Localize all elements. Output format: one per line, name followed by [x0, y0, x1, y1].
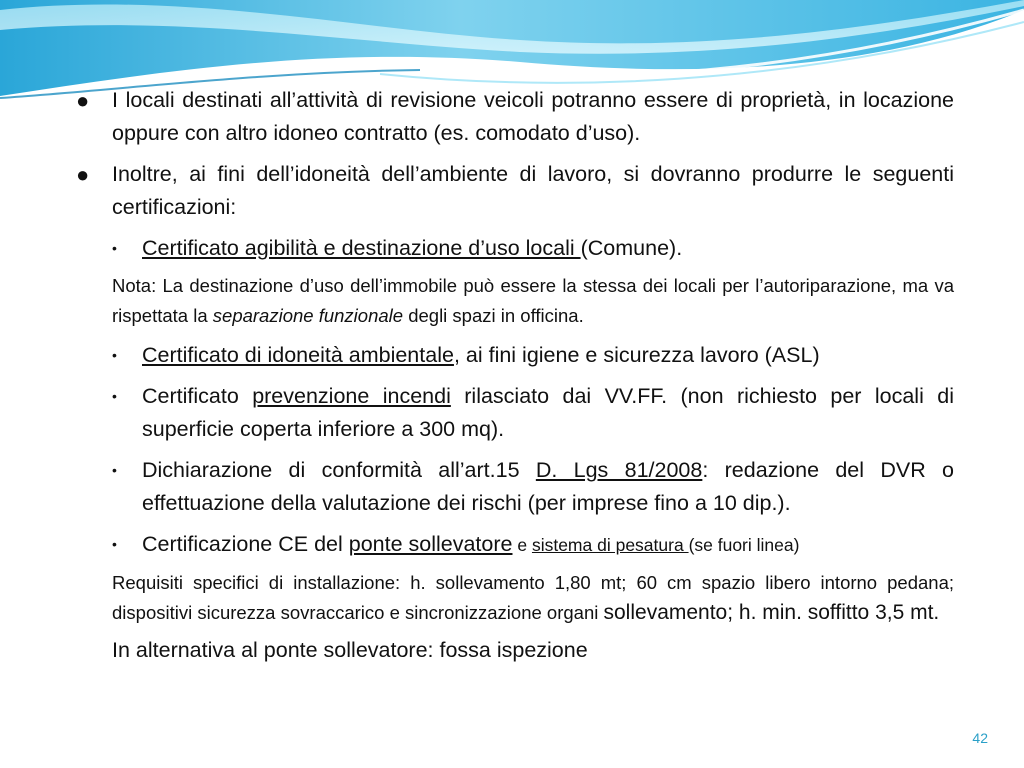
- bullet-text: I locali destinati all’attività di revisione veicoli potranno essere di proprietà, in locazione oppure con altro idoneo contratto (es. comodato d’uso).: [112, 88, 954, 145]
- slide-body: [68, 84, 954, 667]
- underlined-text: Certificato di idoneità ambientale: [142, 343, 454, 367]
- sub-bullet-dot-icon: •: [112, 536, 117, 552]
- note-text: Requisiti specifici di installazione: h. sollevamento 1,80 mt; 60 cm spazio libero intorno pedana; dispositivi sicurezza sovraccarico e sincronizzazione organi: [112, 572, 954, 623]
- sub-bullet-dot-icon: •: [112, 347, 117, 363]
- item-text: Dichiarazione di conformità all’art.15: [142, 458, 536, 482]
- bullet-paragraph: [68, 84, 954, 150]
- note-emphasis: separazione funzionale: [212, 305, 404, 326]
- item-text: , ai fini igiene e sicurezza lavoro (ASL): [453, 343, 820, 367]
- item-text: e: [512, 535, 532, 555]
- sub-bullet-item: [68, 380, 954, 446]
- requirements-note: [68, 568, 954, 628]
- underlined-text: D. Lgs 81/2008: [535, 458, 703, 482]
- note-text-tail: sollevamento; h. min. soffitto 3,5 mt.: [603, 601, 940, 624]
- sub-bullet-dot-icon: •: [112, 240, 117, 256]
- bullet-dot-icon: ●: [76, 162, 90, 187]
- bullet-paragraph: [68, 158, 954, 224]
- note-paragraph: [68, 271, 954, 331]
- item-text: : redazione del DVR o effettuazione della valutazione dei rischi (per imprese fino a 10 dip.).: [142, 458, 954, 515]
- underlined-text: ponte sollevatore: [348, 532, 513, 556]
- sub-bullet-item: [68, 454, 954, 520]
- item-text: (Comune).: [580, 236, 683, 260]
- underlined-text: sistema di pesatura: [531, 535, 689, 555]
- page-number: 42: [972, 730, 988, 746]
- sub-bullet-item: [68, 339, 954, 372]
- note-text: degli spazi in officina.: [403, 305, 584, 326]
- item-text: (se fuori linea): [688, 535, 800, 555]
- alternative-paragraph: [68, 634, 954, 667]
- bullet-dot-icon: ●: [76, 88, 90, 113]
- sub-bullet-item: [68, 232, 954, 265]
- item-text: Certificato: [142, 384, 253, 408]
- item-text: rilasciato dai VV.FF. (non richiesto per locali di superficie coperta inferiore a 300 mq).: [142, 384, 954, 441]
- underlined-text: Certificato agibilità e destinazione d’uso locali: [142, 236, 581, 260]
- bullet-text: Inoltre, ai fini dell’idoneità dell’ambiente di lavoro, si dovranno produrre le seguenti certificazioni:: [112, 162, 954, 219]
- sub-bullet-item: [68, 528, 954, 562]
- alternative-text: In alternativa al ponte sollevatore: fossa ispezione: [112, 638, 588, 662]
- sub-bullet-dot-icon: •: [112, 388, 117, 404]
- note-text: Nota: La destinazione d’uso dell’immobile può essere la stessa dei locali per l’autoriparazione, ma va rispettata la: [112, 275, 954, 326]
- item-text: Certificazione CE del: [142, 532, 349, 556]
- sub-bullet-dot-icon: •: [112, 462, 117, 478]
- underlined-text: prevenzione incendi: [252, 384, 451, 408]
